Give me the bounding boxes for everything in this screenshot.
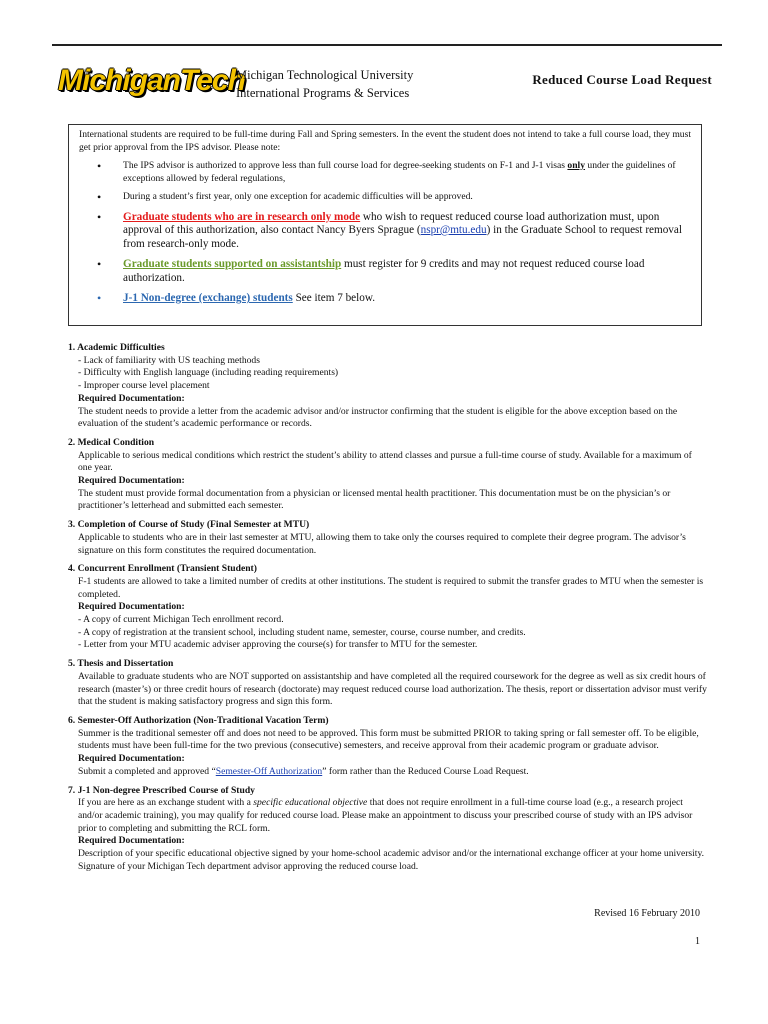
section-academic-difficulties [68, 342, 708, 431]
section-heading: 7. J-1 Non-degree Prescribed Course of Study [68, 784, 255, 796]
required-doc-label: Required Documentation: [78, 835, 185, 847]
section-text: The student must provide formal documentation from a physician or licensed mental health practitioner. This documentation must be on the physician’s or practitioner’s letterhead and submitted each semester. [78, 487, 671, 512]
section-heading: 5. Thesis and Dissertation [68, 658, 174, 670]
department-name: International Programs & Services [236, 86, 410, 100]
section-heading: 1. Academic Difficulties [68, 342, 165, 353]
notice-intro: International students are required to be full-time during Fall and Spring semesters. In the event the student does not intend to take a full course load, they must get prior approval from the IPS advisor. Please note: [79, 129, 691, 153]
required-doc-label: Required Documentation: [78, 601, 185, 613]
notice-box [68, 124, 702, 326]
bullet-icon: • [97, 159, 102, 173]
section-concurrent-enrollment [68, 563, 708, 652]
list-item: - A copy of registration at the transient school, including student name, semester, course, course number, and credits. [78, 626, 526, 638]
section-j1-nondegree [68, 785, 708, 874]
section-text: Summer is the traditional semester off and does not need to be approved. This form must be submitted PRIOR to taking spring or fall semester off. To be eligible, students must have been full-time for the two previous (consecutive) semesters, and receive approval from their academic program or graduate advisor. [78, 727, 699, 752]
notice-item: • Graduate students supported on assistantship must register for 9 credits and may not request reduced course load authorization. [97, 257, 645, 284]
bullet-icon: • [97, 291, 102, 305]
top-rule [52, 44, 722, 46]
section-heading: 2. Medical Condition [68, 436, 155, 448]
notice-item: • Graduate students who are in research only mode who wish to request reduced course load authorization must, upon approval of this authorization, also contact Nancy Byers Sprague (nspr@mtu.edu) in the Graduate School to request removal from research-only mode. [97, 209, 682, 250]
email-link[interactable]: nspr@mtu.edu [420, 224, 487, 236]
revised-date: Revised 16 February 2010 [594, 908, 700, 919]
research-mode-highlight: Graduate students who are in research only mode [123, 210, 361, 223]
bullet-icon: • [97, 190, 102, 204]
notice-item: • During a student’s first year, only one exception for academic difficulties will be approved. [97, 190, 473, 204]
section-text: Description of your specific educational objective signed by your home-school academic advisor and/or the international exchange officer at your home university. Signature of your Michigan Tech department advisor approving the reduced course load. [78, 848, 705, 872]
section-completion [68, 519, 708, 557]
required-doc-label: Required Documentation: [78, 753, 185, 765]
section-heading: 4. Concurrent Enrollment (Transient Student) [68, 563, 257, 575]
section-text: The student needs to provide a letter from the academic advisor and/or instructor confirming that the student is eligible for the above exception based on the evaluation of the student’s academic performance or records. [78, 405, 678, 430]
michigan-tech-logo: MichiganTech [58, 64, 245, 97]
j1-highlight: J-1 Non-degree (exchange) students [123, 292, 293, 304]
assistantship-highlight: Graduate students supported on assistantship [123, 258, 342, 270]
required-doc-label: Required Documentation: [78, 475, 185, 487]
page-number: 1 [695, 936, 700, 947]
document-title: Reduced Course Load Request [532, 72, 712, 87]
semester-off-link[interactable]: Semester-Off Authorization [215, 765, 323, 777]
section-thesis [68, 658, 708, 709]
list-item: - Improper course level placement [78, 380, 210, 392]
section-semester-off [68, 715, 708, 779]
notice-list [79, 160, 693, 306]
list-item: - A copy of current Michigan Tech enrollment record. [78, 614, 284, 626]
section-text: Submit a completed and approved “Semester-Off Authorization” form rather than the Reduced Course Load Request. [78, 765, 529, 777]
section-text: Applicable to students who are in their last semester at MTU, allowing them to take only the courses required to complete their degree program. The advisor’s signature on this form constitutes the required documentation. [78, 531, 686, 556]
section-medical-condition [68, 437, 708, 513]
institution-block [236, 66, 413, 102]
section-text: If you are here as an exchange student with a specific educational objective that does not require enrollment in a full-time course load (e.g., a research project and/or academic training), you may qualify for reduced course load. Please make an appointment to discuss your prescribed course of study with an IPS advisor prior to completing and submitting the RCL form. [78, 797, 693, 834]
section-text: Applicable to serious medical conditions which restrict the student’s ability to attend classes and pursue a full-time course of study. Available for a maximum of one year. [78, 449, 692, 474]
section-text: Available to graduate students who are NOT supported on assistantship and have completed all the required coursework for the degree as well as six credit hours of research (master’s) or three credit hours of research (doctorate) may request reduced course load authorization. The thesis, report or dissertation advisor must verify that the student is making satisfactory progress and sign this form. [78, 670, 707, 708]
section-heading: 6. Semester-Off Authorization (Non-Traditional Vacation Term) [68, 714, 329, 726]
notice-item: • J-1 Non-degree (exchange) students See item 7 below. [97, 291, 375, 305]
list-item: - Difficulty with English language (including reading requirements) [78, 367, 339, 379]
section-heading: 3. Completion of Course of Study (Final Semester at MTU) [68, 519, 310, 531]
institution-name: Michigan Technological University [236, 68, 414, 82]
list-item: - Lack of familiarity with US teaching methods [78, 354, 260, 366]
sections [68, 342, 708, 879]
section-text: F-1 students are allowed to take a limited number of credits at other institutions. The student is required to submit the transfer grades to MTU when the semester is completed. [78, 575, 704, 600]
list-item: - Letter from your MTU academic adviser approving the course(s) for transfer to MTU for the semester. [78, 639, 478, 651]
notice-item: • The IPS advisor is authorized to approve less than full course load for degree-seeking students on F-1 and J-1 visas only under the guidelines of exceptions allowed by federal regulations, [97, 159, 676, 184]
bullet-icon: • [97, 257, 102, 271]
bullet-icon: • [97, 209, 102, 224]
required-doc-label: Required Documentation: [78, 392, 185, 404]
